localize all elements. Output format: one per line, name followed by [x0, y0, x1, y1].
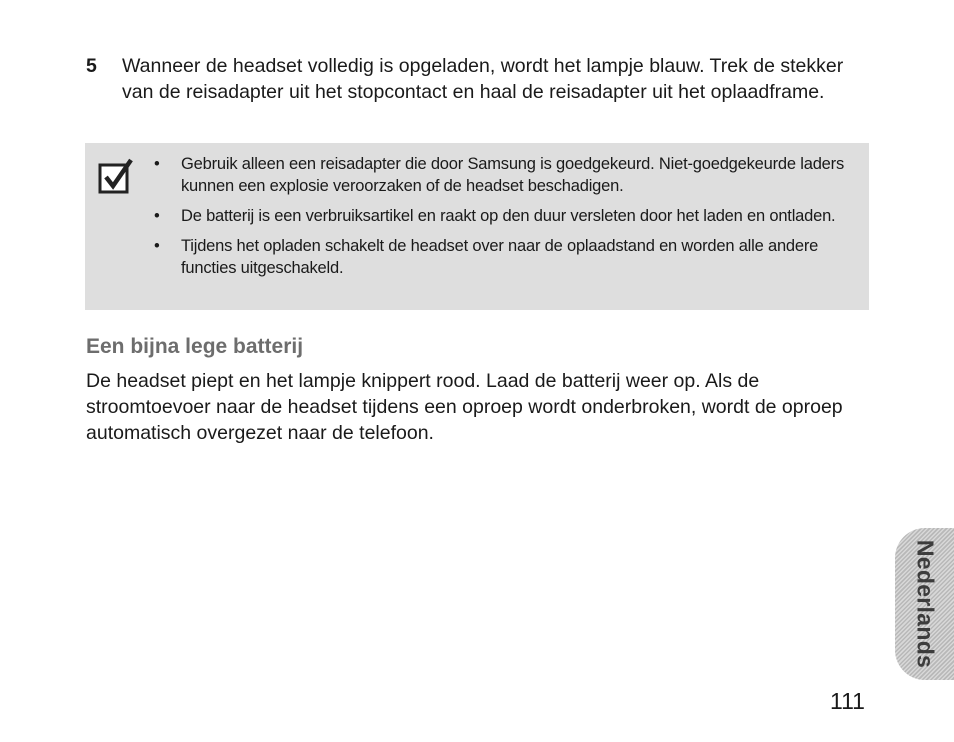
note-list — [154, 153, 859, 287]
section-title: Een bijna lege batterij — [86, 335, 304, 358]
note-item-text: Gebruik alleen een reisadapter die door Samsung is goedgekeurd. Niet-goedgekeurde laders kunnen een explosie veroorzaken of de headset beschadigen. — [181, 155, 845, 195]
note-box — [85, 143, 869, 310]
note-item — [154, 205, 859, 227]
step-text: Wanneer de headset volledig is opgeladen, wordt het lampje blauw. Trek de stekker van de reisadapter uit het stopcontact en haal de reisadapter uit het oplaadframe. — [122, 55, 844, 103]
page-number: 111 — [830, 688, 865, 714]
note-item — [154, 153, 859, 197]
note-item-text: Tijdens het opladen schakelt de headset over naar de oplaadstand en worden alle andere functies uitgeschakeld. — [181, 237, 819, 277]
bullet: • — [154, 155, 160, 173]
step-number: 5 — [86, 55, 97, 77]
section-body: De headset piept en het lampje knippert rood. Laad de batterij weer op. Als de stroomtoevoer naar de headset tijdens een oproep wordt onderbroken, wordt de oproep automatisch overgezet naar de telefoon. — [86, 370, 843, 444]
note-item-text: De batterij is een verbruiksartikel en raakt op den duur versleten door het laden en ontladen. — [181, 207, 836, 225]
step-5 — [86, 53, 866, 105]
bullet: • — [154, 207, 160, 225]
bullet: • — [154, 237, 160, 255]
note-item — [154, 235, 859, 279]
language-tab-label: Nederlands — [912, 539, 938, 669]
language-side-tab — [895, 528, 954, 680]
checkbox-check-icon — [98, 158, 134, 194]
